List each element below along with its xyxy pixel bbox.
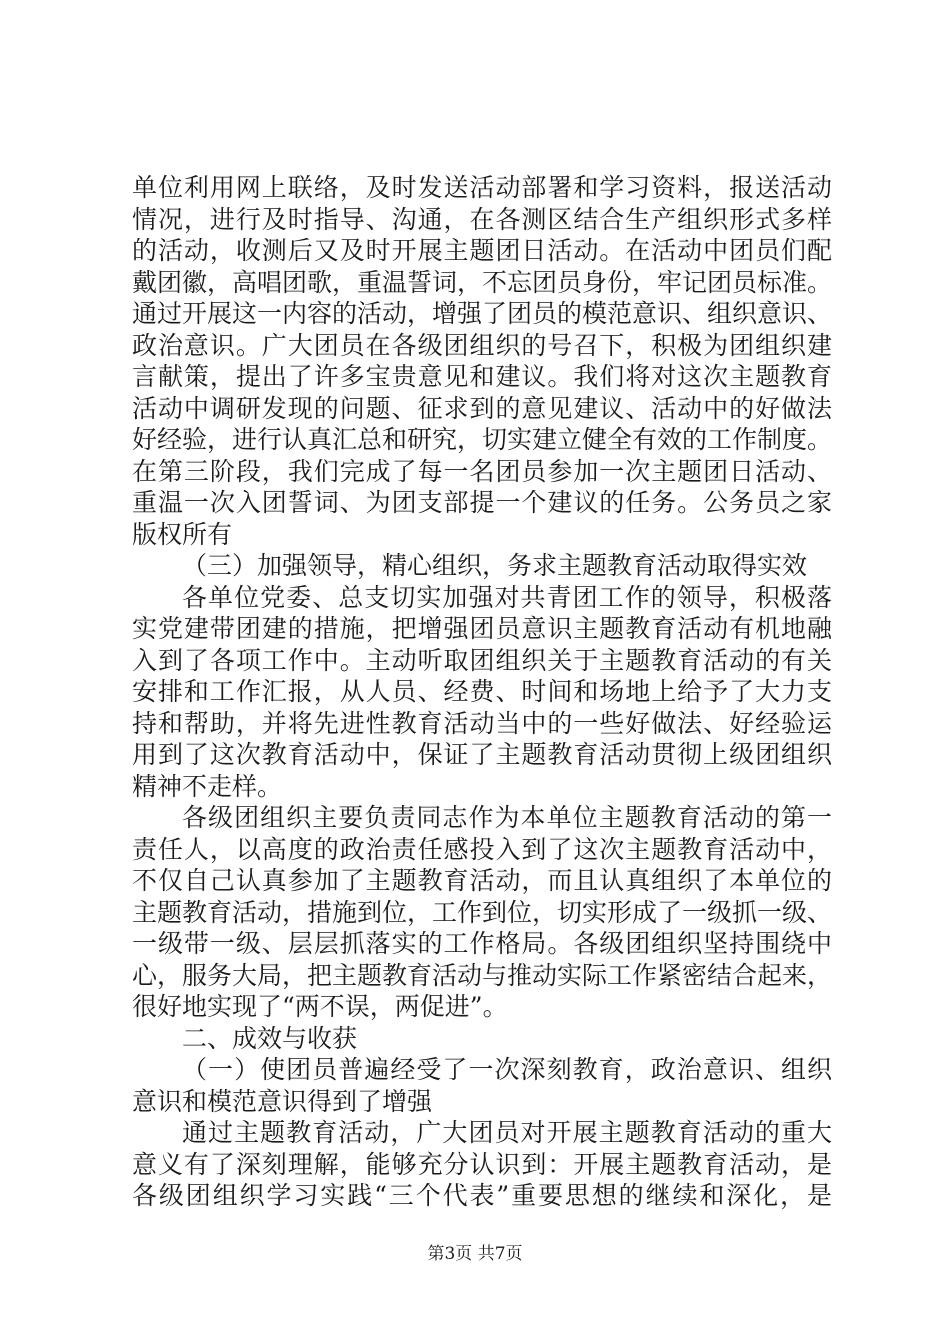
text-line: 单位利用网上联络，及时发送活动部署和学习资料，报送活动 (132, 173, 832, 202)
page-number-footer: 第3页 共7页 (427, 1244, 523, 1264)
text-line: 精神不走样。 (132, 771, 283, 801)
text-line: 政治意识。广大团员在各级团组织的号召下，积极为团组织建 (132, 330, 832, 360)
text-line: 不仅自己认真参加了主题教育活动，而且认真组织了本单位的 (132, 866, 832, 895)
paragraph-first-line: 各级团组织主要负责同志作为本单位主题教育活动的第一 (182, 803, 832, 832)
subsection-heading-cont: 意识和模范意识得到了增强 (132, 1086, 433, 1116)
text-line: 用到了这次教育活动中，保证了主题教育活动贯彻上级团组织 (132, 740, 832, 769)
text-line: 言献策，提出了许多宝贵意见和建议。我们将对这次主题教育 (132, 362, 832, 391)
text-line: 主题教育活动，措施到位，工作到位，切实形成了一级抓一级、 (132, 897, 832, 927)
text-line: 很好地实现了“两不误，两促进”。 (132, 992, 508, 1021)
text-line: 好经验，进行认真汇总和研究，切实建立健全有效的工作制度。 (132, 425, 832, 454)
text-line: 重温一次入团誓词、为团支部提一个建议的任务。公务员之家 (132, 488, 832, 517)
text-line: 安排和工作汇报，从人员、经费、时间和场地上给予了大力支 (132, 677, 832, 706)
text-line: 意义有了深刻理解，能够充分认识到：开展主题教育活动，是 (132, 1149, 832, 1179)
text-line: 实党建带团建的措施，把增强团员意识主题教育活动有机地融 (132, 614, 832, 643)
text-line: 活动中调研发现的问题、征求到的意见建议、活动中的好做法 (132, 393, 832, 423)
text-line: 的活动，收测后又及时开展主题团日活动。在活动中团员们配 (132, 236, 832, 265)
text-line: 情况，进行及时指导、沟通，在各测区结合生产组织形式多样 (132, 204, 832, 234)
document-body (132, 172, 832, 1212)
text-line: 各级团组织学习实践“三个代表”重要思想的继续和深化，是 (132, 1181, 832, 1210)
paragraph-first-line: 各单位党委、总支切实加强对共青团工作的领导，积极落 (182, 582, 832, 612)
text-line: 责任人，以高度的政治责任感投入到了这次主题教育活动中， (132, 834, 832, 864)
paragraph-first-line: 通过主题教育活动，广大团员对开展主题教育活动的重大 (182, 1118, 832, 1147)
text-line: 一级带一级、层层抓落实的工作格局。各级团组织坚持围绕中 (132, 929, 832, 958)
text-line: 在第三阶段，我们完成了每一名团员参加一次主题团日活动、 (132, 456, 832, 486)
text-line: 戴团徽，高唱团歌，重温誓词，不忘团员身份，牢记团员标准。 (132, 267, 832, 297)
text-line: 持和帮助，并将先进性教育活动当中的一些好做法、好经验运 (132, 708, 832, 738)
text-line: 通过开展这一内容的活动，增强了团员的模范意识、组织意识、 (132, 299, 832, 328)
subsection-heading: （一）使团员普遍经受了一次深刻教育，政治意识、组织 (182, 1055, 832, 1084)
section-heading: （三）加强领导，精心组织，务求主题教育活动取得实效 (182, 551, 808, 580)
text-line: 版权所有 (132, 519, 233, 549)
text-line: 心，服务大局，把主题教育活动与推动实际工作紧密结合起来， (132, 960, 832, 990)
section-heading: 二、成效与收获 (182, 1023, 358, 1053)
text-line: 入到了各项工作中。主动听取团组织关于主题教育活动的有关 (132, 645, 832, 675)
